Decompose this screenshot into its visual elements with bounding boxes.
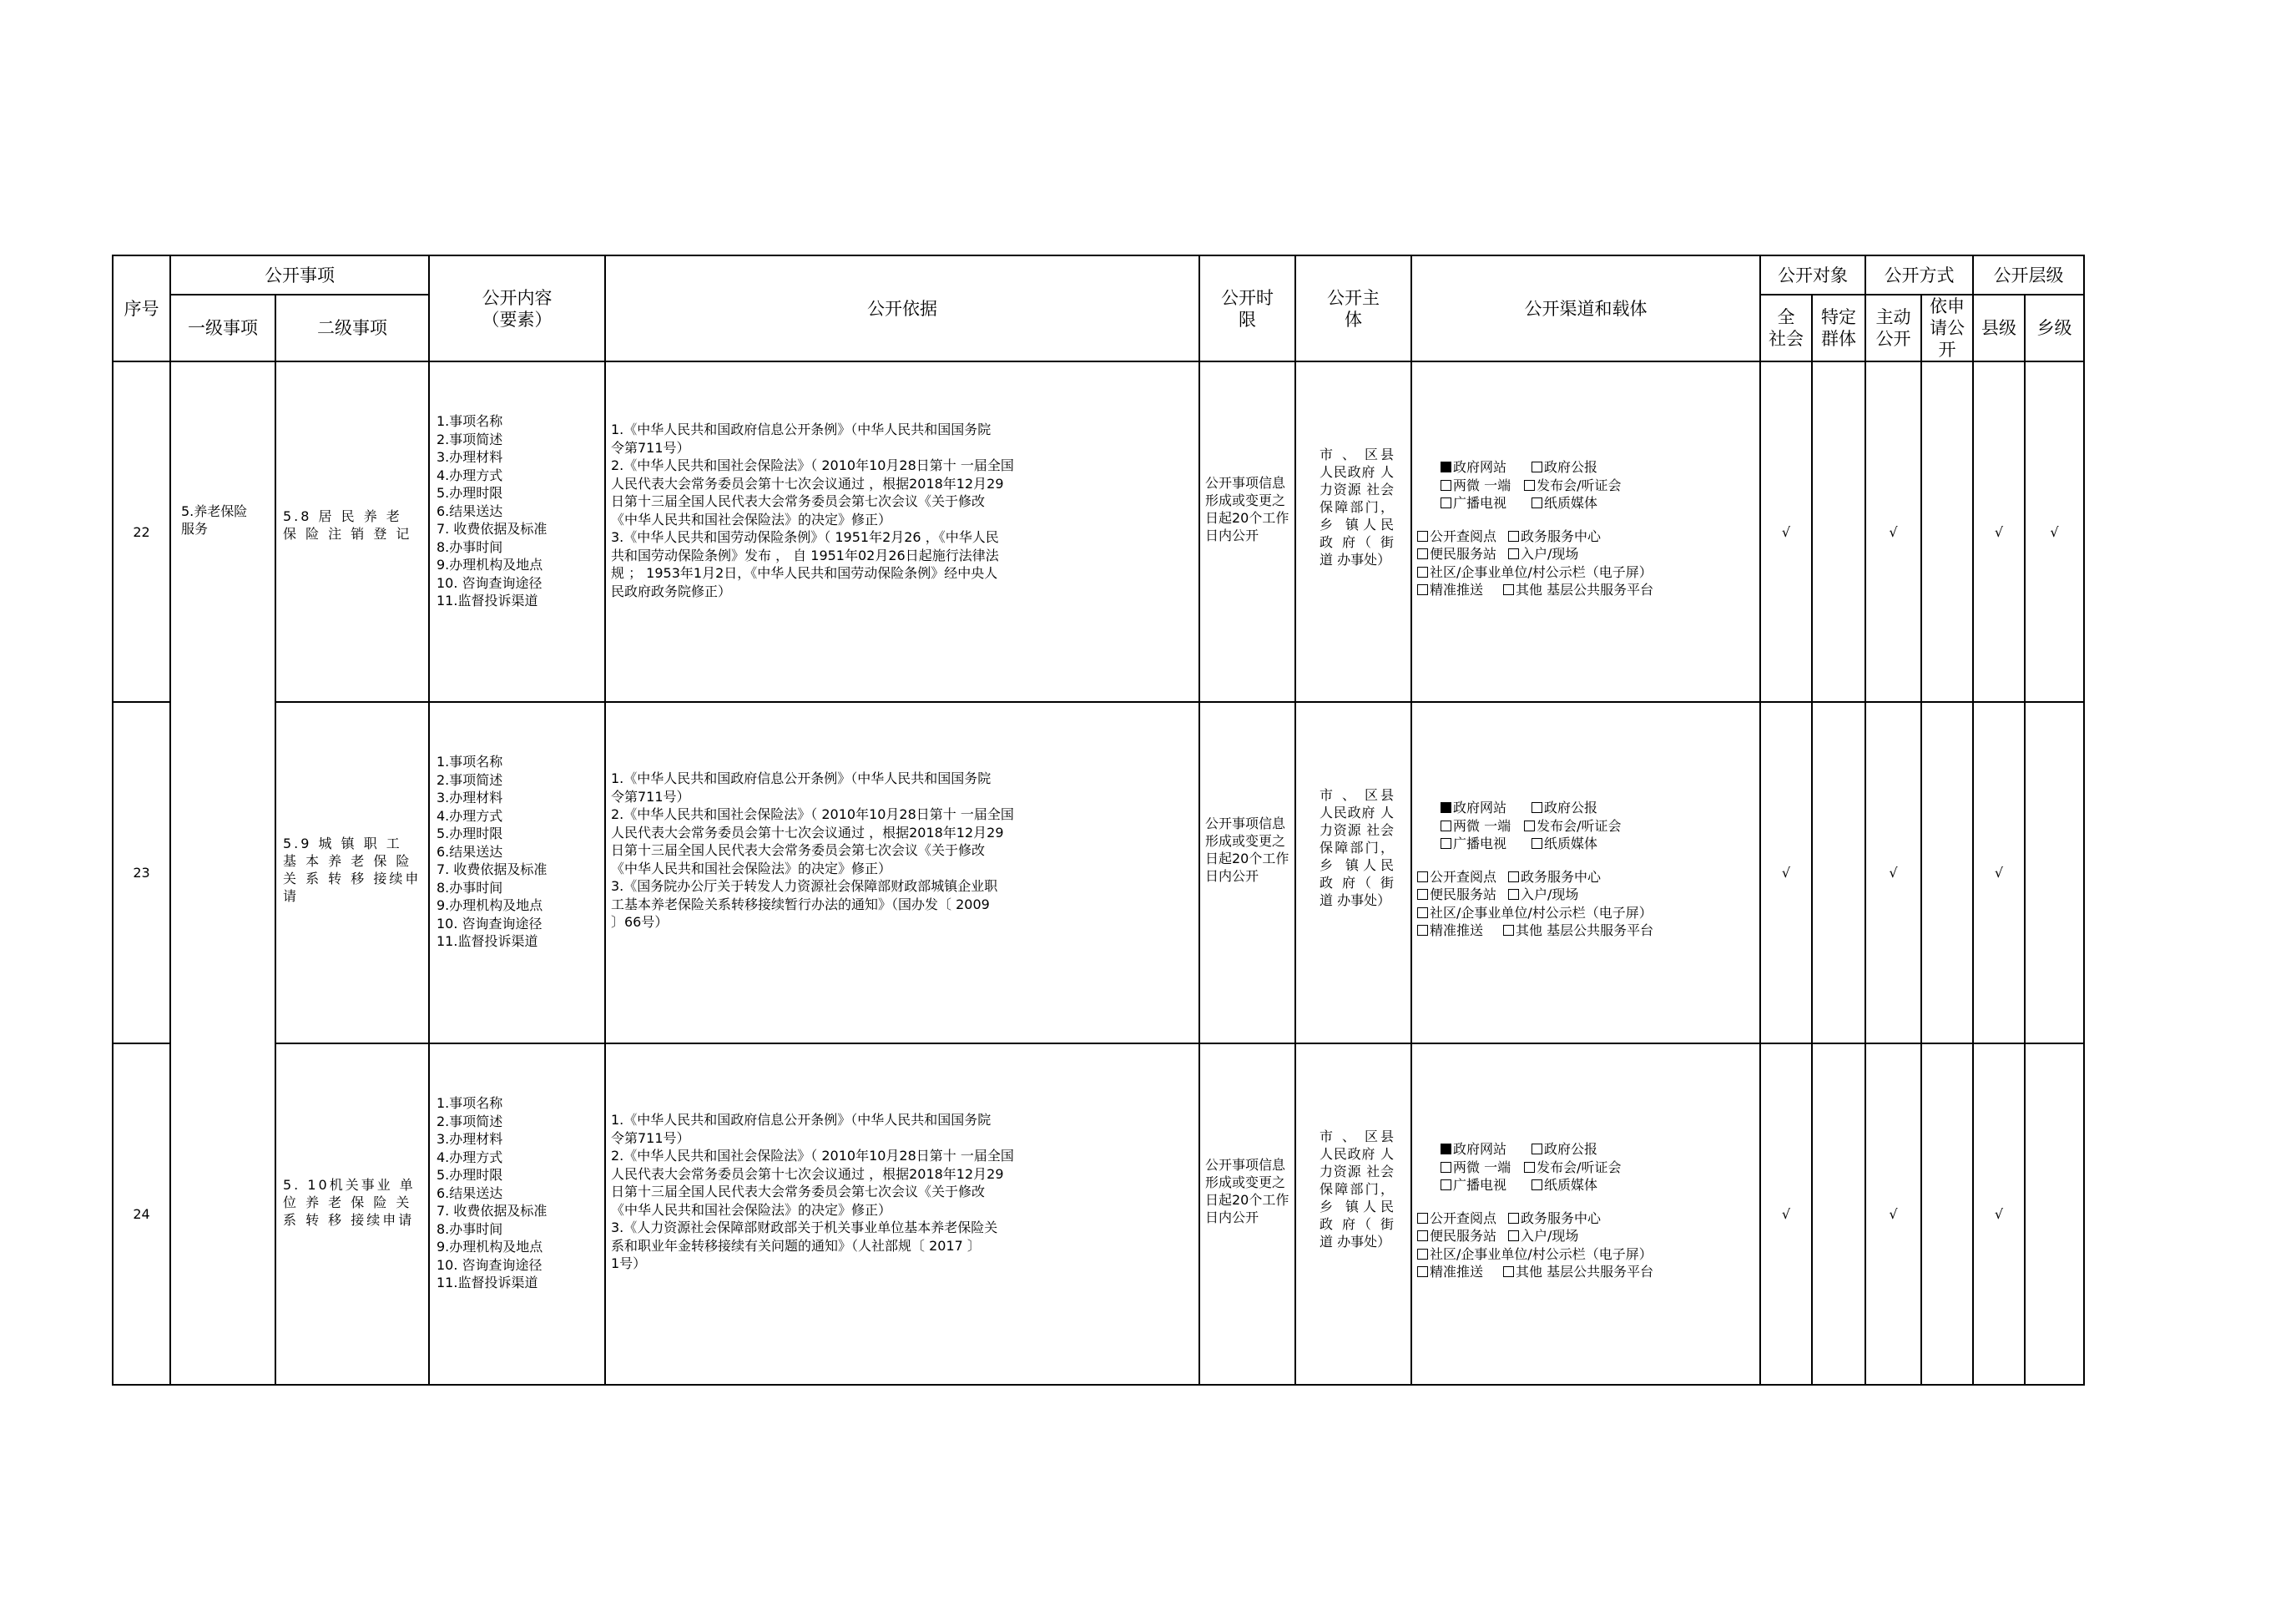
- channel-gov-website: 政府网站: [1453, 800, 1507, 816]
- checkbox-icon: [1417, 925, 1428, 936]
- text-line: 规 ； 1953年1月2日，《中华人民共和国劳动保险条例》经中央人: [611, 565, 998, 581]
- level2-item: 5.8 居 民 养 老 保 险 注 销 登 记: [275, 361, 429, 702]
- text-line: 〕66号）: [611, 914, 669, 930]
- header-level2: 二级事项: [275, 295, 429, 361]
- mark-method-active: √: [1865, 702, 1921, 1043]
- mark-audience-specific: [1812, 1043, 1865, 1385]
- disclosure-channels: [1411, 702, 1760, 1043]
- row-seq: 22: [113, 361, 170, 702]
- checkbox-icon: [1417, 1230, 1428, 1241]
- disclosure-basis: [605, 702, 1199, 1043]
- mark-level-town: [2025, 702, 2084, 1043]
- header-audience-specific: 特定 群体: [1812, 295, 1865, 361]
- content-elements: [429, 361, 605, 702]
- channel-precise-push: 精准推送: [1430, 582, 1484, 598]
- mark-level-town: [2025, 1043, 2084, 1385]
- channel-other-platform: 其他 基层公共服务平台: [1516, 922, 1654, 938]
- text-line: 10. 咨询查询途径: [436, 1256, 542, 1273]
- mark-audience-all: √: [1760, 1043, 1812, 1385]
- text-line: 10. 咨询查询途径: [436, 915, 542, 932]
- text-line: 5.办理时限: [436, 826, 503, 841]
- text-line: 5.办理时限: [436, 485, 503, 501]
- mark-audience-specific: [1812, 702, 1865, 1043]
- disclosure-channels: [1411, 361, 1760, 702]
- channel-query-point: 公开查阅点: [1430, 1209, 1497, 1226]
- checkbox-icon: [1524, 1162, 1535, 1173]
- checkbox-icon: [1532, 802, 1542, 813]
- channel-other-platform: 其他 基层公共服务平台: [1516, 1264, 1654, 1280]
- checkbox-icon: [1441, 1179, 1451, 1190]
- text-line: 8.办事时间: [436, 879, 503, 896]
- header-level-county: 县级: [1973, 295, 2025, 361]
- text-line: 8.办事时间: [436, 1220, 503, 1237]
- checkbox-icon: [1441, 1162, 1451, 1173]
- channel-press-hearing: 发布会/听证会: [1537, 817, 1622, 834]
- content-elements: [429, 702, 605, 1043]
- text-line: 8.办事时间: [436, 538, 503, 555]
- text-line: 1.事项名称: [436, 413, 503, 429]
- channel-other-platform: 其他 基层公共服务平台: [1516, 582, 1654, 598]
- checkbox-icon: [1508, 531, 1519, 542]
- channel-gov-gazette: 政府公报: [1544, 800, 1598, 816]
- header-seq: 序号: [113, 255, 170, 361]
- text-line: 令第711号）: [611, 788, 690, 805]
- text-line: 9.办理机构及地点: [436, 1239, 543, 1255]
- header-method-apply: 依申 请公 开: [1921, 295, 1973, 361]
- text-line: 《中华人民共和国社会保险法》的决定》修正）: [611, 860, 892, 876]
- header-audience-all: 全 社会: [1760, 295, 1812, 361]
- checkbox-icon: [1503, 925, 1514, 936]
- mark-level-county: √: [1973, 1043, 2025, 1385]
- text-line: 2.《中华人民共和国社会保险法》（ 2010年10月28日第十 一届全国: [611, 1148, 1014, 1164]
- text-line: 6.结果送达: [436, 1184, 503, 1201]
- channel-press-hearing: 发布会/听证会: [1537, 1159, 1622, 1175]
- text-line: 3.《人力资源社会保障部财政部关于机关事业单位基本养老保险关: [611, 1220, 998, 1235]
- channel-service-center: 政务服务中心: [1521, 1209, 1602, 1226]
- checkbox-icon: [1508, 871, 1519, 882]
- text-line: 1.《中华人民共和国政府信息公开条例》（中华人民共和国国务院: [611, 422, 992, 437]
- channel-two-micro: 两微 一端: [1453, 817, 1511, 834]
- text-line: 3.《国务院办公厅关于转发人力资源社会保障部财政部城镇企业职: [611, 878, 998, 894]
- channel-print-media: 纸质媒体: [1544, 836, 1598, 851]
- checkbox-icon: [1524, 480, 1535, 491]
- table-row: [113, 702, 2084, 1043]
- text-line: 令第711号）: [611, 439, 690, 456]
- checkbox-icon: [1441, 497, 1451, 508]
- channel-service-station: 便民服务站: [1430, 886, 1497, 902]
- disclosure-channels: [1411, 1043, 1760, 1385]
- channel-precise-push: 精准推送: [1430, 1264, 1484, 1280]
- channel-gov-website: 政府网站: [1453, 1141, 1507, 1157]
- mark-level-county: √: [1973, 702, 2025, 1043]
- text-line: 4.办理方式: [436, 467, 503, 483]
- text-line: 6.结果送达: [436, 843, 503, 860]
- text-line: 2.《中华人民共和国社会保险法》（ 2010年10月28日第十 一届全国: [611, 806, 1014, 822]
- text-line: 2.事项简述: [436, 771, 503, 788]
- checkbox-icon: [1417, 531, 1428, 542]
- header-method: 公开方式: [1865, 255, 1973, 295]
- checkbox-icon: [1503, 1266, 1514, 1277]
- text-line: 9.办理机构及地点: [436, 557, 543, 573]
- channel-print-media: 纸质媒体: [1544, 495, 1598, 511]
- disclosure-basis: [605, 1043, 1199, 1385]
- channel-broadcast-tv: 广播电视: [1453, 1177, 1507, 1193]
- channel-query-point: 公开查阅点: [1430, 528, 1497, 544]
- text-line: 2.事项简述: [436, 431, 503, 447]
- mark-method-apply: [1921, 1043, 1973, 1385]
- text-line: 3.办理材料: [436, 449, 503, 465]
- header-level: 公开层级: [1973, 255, 2084, 295]
- text-line: 10. 咨询查询途径: [436, 574, 542, 591]
- text-line: 4.办理方式: [436, 807, 503, 824]
- channel-gov-gazette: 政府公报: [1544, 459, 1598, 475]
- header-basis: 公开依据: [605, 255, 1199, 361]
- channel-household-onsite: 入户/现场: [1521, 886, 1579, 902]
- channel-broadcast-tv: 广播电视: [1453, 495, 1507, 511]
- text-line: 1.事项名称: [436, 754, 503, 770]
- mark-level-county: √: [1973, 361, 2025, 702]
- checkbox-icon: [1441, 480, 1451, 491]
- text-line: 共和国劳动保险条例》发布 ， 自 1951年02月26日起施行法律法: [611, 547, 999, 563]
- text-line: 3.《中华人民共和国劳动保险条例》（ 1951年2月26 ，《中华人民: [611, 529, 999, 545]
- level1-item: 5.养老保险 服务: [170, 361, 275, 1385]
- disclosure-table: [112, 255, 2085, 1386]
- disclosure-time: 公开事项信息形成或变更之日起20个工作日内公开: [1199, 702, 1295, 1043]
- text-line: 11.监督投诉渠道: [436, 1275, 538, 1290]
- channel-bulletin: 社区/企事业单位/村公示栏（电子屏）: [1430, 1245, 1653, 1262]
- checkbox-icon: [1524, 821, 1535, 831]
- header-subject: 公开主 体: [1295, 255, 1411, 361]
- mark-audience-all: √: [1760, 361, 1812, 702]
- text-line: 人民代表大会常务委员会第十七次会议通过 ，根据2018年12月29: [611, 1165, 1004, 1182]
- header-method-active: 主动 公开: [1865, 295, 1921, 361]
- text-line: 《中华人民共和国社会保险法》的决定》修正）: [611, 511, 892, 528]
- disclosure-subject: 市 、 区县 人民政府 人力资源 社会保障部门， 乡 镇人民 政 府（ 街道 办事处）: [1295, 1043, 1411, 1385]
- text-line: 日第十三届全国人民代表大会常务委员会第七次会议《关于修改: [611, 1184, 986, 1199]
- checkbox-icon: [1508, 1213, 1519, 1224]
- header-level-town: 乡级: [2025, 295, 2084, 361]
- checked-box-icon: [1441, 802, 1451, 813]
- channel-household-onsite: 入户/现场: [1521, 1228, 1579, 1244]
- text-line: 令第711号）: [611, 1129, 690, 1146]
- channel-two-micro: 两微 一端: [1453, 1159, 1511, 1175]
- channel-two-micro: 两微 一端: [1453, 477, 1511, 493]
- channel-service-center: 政务服务中心: [1521, 528, 1602, 544]
- text-line: 3.办理材料: [436, 1131, 503, 1147]
- disclosure-time: 公开事项信息形成或变更之日起20个工作日内公开: [1199, 361, 1295, 702]
- text-line: 4.办理方式: [436, 1149, 503, 1165]
- text-line: 民政府政务院修正）: [611, 583, 732, 599]
- header-items: 公开事项: [170, 255, 429, 295]
- header-audience: 公开对象: [1760, 255, 1865, 295]
- text-line: 11.监督投诉渠道: [436, 933, 538, 949]
- checked-box-icon: [1441, 462, 1451, 472]
- text-line: 1号）: [611, 1255, 647, 1271]
- text-line: 人民代表大会常务委员会第十七次会议通过 ，根据2018年12月29: [611, 824, 1004, 841]
- channel-service-center: 政务服务中心: [1521, 868, 1602, 885]
- checkbox-icon: [1441, 821, 1451, 831]
- text-line: 《中华人民共和国社会保险法》的决定》修正）: [611, 1201, 892, 1218]
- mark-method-apply: [1921, 361, 1973, 702]
- checkbox-icon: [1417, 567, 1428, 578]
- channel-precise-push: 精准推送: [1430, 922, 1484, 938]
- mark-level-town: √: [2025, 361, 2084, 702]
- text-line: 6.结果送达: [436, 502, 503, 519]
- checkbox-icon: [1508, 889, 1519, 900]
- text-line: 日第十三届全国人民代表大会常务委员会第七次会议《关于修改: [611, 493, 986, 509]
- checkbox-icon: [1532, 838, 1542, 849]
- text-line: 7. 收费依据及标准: [436, 1203, 548, 1219]
- mark-audience-all: √: [1760, 702, 1812, 1043]
- checkbox-icon: [1508, 548, 1519, 559]
- header-level1: 一级事项: [170, 295, 275, 361]
- mark-method-active: √: [1865, 361, 1921, 702]
- checkbox-icon: [1417, 584, 1428, 595]
- text-line: 1.《中华人民共和国政府信息公开条例》（中华人民共和国国务院: [611, 770, 992, 786]
- channel-bulletin: 社区/企事业单位/村公示栏（电子屏）: [1430, 563, 1653, 580]
- channel-query-point: 公开查阅点: [1430, 868, 1497, 885]
- text-line: 2.《中华人民共和国社会保险法》（ 2010年10月28日第十 一届全国: [611, 457, 1014, 473]
- text-line: 工基本养老保险关系转移接续暂行办法的通知》（国办发〔 2009: [611, 896, 990, 912]
- checkbox-icon: [1508, 1230, 1519, 1241]
- mark-method-active: √: [1865, 1043, 1921, 1385]
- checkbox-icon: [1503, 584, 1514, 595]
- content-elements: [429, 1043, 605, 1385]
- channel-gov-gazette: 政府公报: [1544, 1141, 1598, 1157]
- channel-broadcast-tv: 广播电视: [1453, 836, 1507, 851]
- header-channel: 公开渠道和载体: [1411, 255, 1760, 361]
- text-line: 5.办理时限: [436, 1167, 503, 1183]
- header-time: 公开时 限: [1199, 255, 1295, 361]
- channel-print-media: 纸质媒体: [1544, 1177, 1598, 1193]
- checkbox-icon: [1532, 1144, 1542, 1154]
- channel-bulletin: 社区/企事业单位/村公示栏（电子屏）: [1430, 904, 1653, 921]
- checkbox-icon: [1417, 907, 1428, 918]
- row-seq: 24: [113, 1043, 170, 1385]
- mark-method-apply: [1921, 702, 1973, 1043]
- table-row: [113, 361, 2084, 702]
- disclosure-time: 公开事项信息形成或变更之日起20个工作日内公开: [1199, 1043, 1295, 1385]
- disclosure-subject: 市 、 区县 人民政府 人力资源 社会保障部门， 乡 镇人民 政 府（ 街道 办事处）: [1295, 361, 1411, 702]
- mark-audience-specific: [1812, 361, 1865, 702]
- checkbox-icon: [1417, 548, 1428, 559]
- text-line: 11.监督投诉渠道: [436, 593, 538, 609]
- text-line: 1.事项名称: [436, 1095, 503, 1111]
- checkbox-icon: [1441, 838, 1451, 849]
- text-line: 7. 收费依据及标准: [436, 521, 548, 537]
- text-line: 系和职业年金转移接续有关问题的通知》（人社部规〔 2017 〕: [611, 1237, 981, 1254]
- text-line: 9.办理机构及地点: [436, 897, 543, 913]
- disclosure-basis: [605, 361, 1199, 702]
- text-line: 1.《中华人民共和国政府信息公开条例》（中华人民共和国国务院: [611, 1112, 992, 1128]
- channel-service-station: 便民服务站: [1430, 1228, 1497, 1244]
- level2-item: 5.9 城 镇 职 工 基 本 养 老 保 险 关 系 转 移 接续申请: [275, 702, 429, 1043]
- row-seq: 23: [113, 702, 170, 1043]
- checked-box-icon: [1441, 1144, 1451, 1154]
- text-line: 3.办理材料: [436, 790, 503, 805]
- checkbox-icon: [1532, 1179, 1542, 1190]
- text-line: 日第十三届全国人民代表大会常务委员会第七次会议《关于修改: [611, 842, 986, 858]
- level2-item: 5. 10机关事业 单 位 养 老 保 险 关 系 转 移 接续申请: [275, 1043, 429, 1385]
- channel-service-station: 便民服务站: [1430, 546, 1497, 562]
- text-line: 2.事项简述: [436, 1113, 503, 1129]
- checkbox-icon: [1532, 462, 1542, 472]
- text-line: 7. 收费依据及标准: [436, 861, 548, 877]
- checkbox-icon: [1417, 1266, 1428, 1277]
- channel-household-onsite: 入户/现场: [1521, 546, 1579, 562]
- channel-gov-website: 政府网站: [1453, 459, 1507, 475]
- checkbox-icon: [1417, 871, 1428, 882]
- text-line: 人民代表大会常务委员会第十七次会议通过 ，根据2018年12月29: [611, 475, 1004, 492]
- header-content: 公开内容 （要素）: [429, 255, 605, 361]
- checkbox-icon: [1417, 1249, 1428, 1260]
- checkbox-icon: [1417, 889, 1428, 900]
- table-row: [113, 1043, 2084, 1385]
- checkbox-icon: [1417, 1213, 1428, 1224]
- checkbox-icon: [1532, 497, 1542, 508]
- channel-press-hearing: 发布会/听证会: [1537, 477, 1622, 493]
- disclosure-subject: 市 、 区县 人民政府 人力资源 社会保障部门， 乡 镇人民 政 府（ 街道 办事处）: [1295, 702, 1411, 1043]
